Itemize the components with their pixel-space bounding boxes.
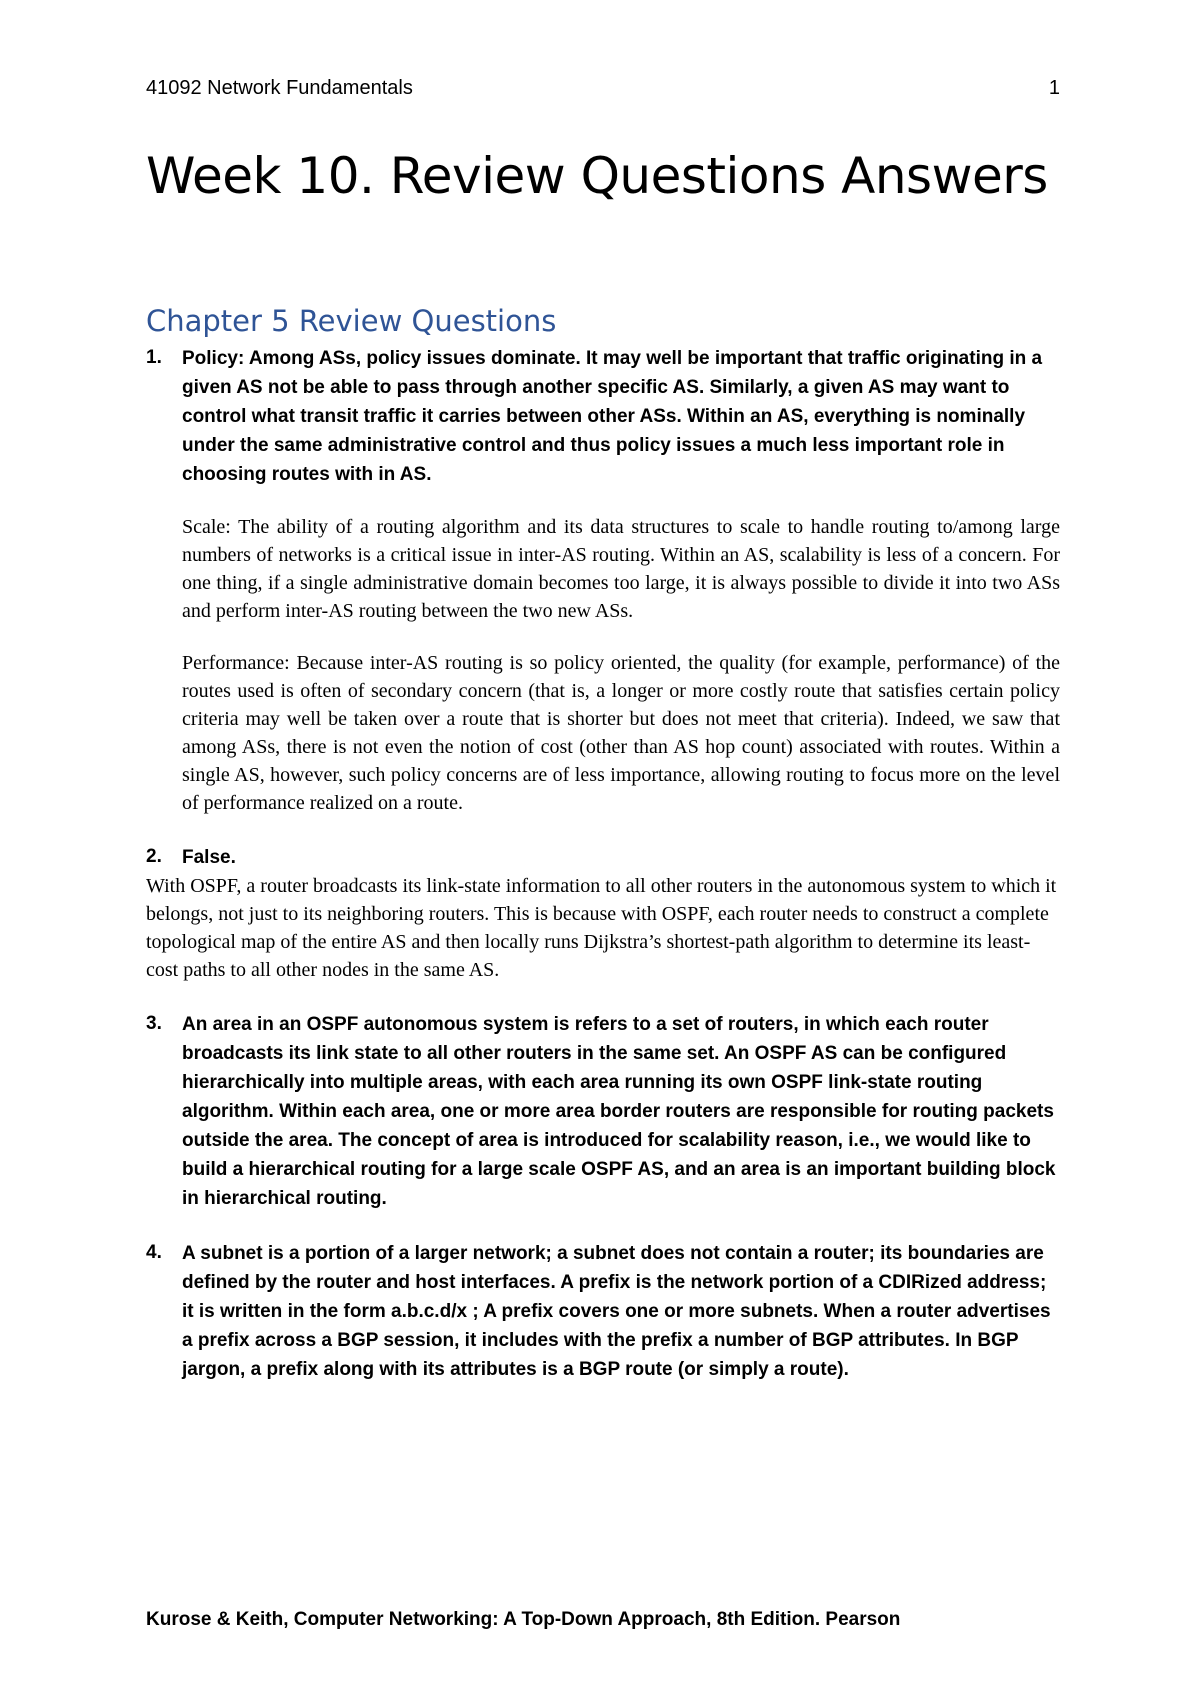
answer-item-3: [146, 1010, 1060, 1213]
answer-number: 1.: [146, 347, 162, 368]
answer-policy-paragraph: Policy: Among ASs, policy issues dominate. It may well be important that traffic originating in a given AS not be able to pass through another specific AS. Similarly, a given AS may want to control what transit traffic it carries between other ASs. Within an AS, everything is nominally under the same administrative control and thus policy issues a much less important role in choosing routes with in AS.: [182, 348, 1043, 485]
answer-item-4: [146, 1239, 1060, 1384]
answer-text: An area in an OSPF autonomous system is refers to a set of routers, in which each router broadcasts its link state to all other routers in the same set. An OSPF AS can be configured hierarchically into multiple areas, with each area running its own OSPF link-state routing algorithm. Within each area, one or more area border routers are responsible for routing packets outside the area. The concept of area is introduced for scalability reason, i.e., we would like to build a hierarchical routing for a large scale OSPF AS, and an area is an important building block in hierarchical routing.: [182, 1014, 1056, 1209]
answer-scale-paragraph: Scale: The ability of a routing algorithm and its data structures to scale to handle routing to/among large numbers of networks is a critical issue in inter-AS routing. Within an AS, scalability is less of a concern. For one thing, if a single administrative domain becomes too large, it is always possible to divide it into two ASs and perform inter-AS routing between the two new ASs.: [182, 516, 1060, 622]
answer-explanation-paragraph: With OSPF, a router broadcasts its link-state information to all other routers in the autonomous system to which it belongs, not just to its neighboring routers. This is because with OSPF, each router needs to construct a complete topological map of the entire AS and then locally runs Dijkstra’s shortest-path algorithm to determine its least-cost paths to all other nodes in the same AS.: [146, 875, 1057, 981]
page-footer: Kurose & Keith, Computer Networking: A Top-Down Approach, 8th Edition. Pearson: [146, 1609, 901, 1630]
document-page: [146, 0, 1060, 1698]
chapter-heading: Chapter 5 Review Questions: [146, 304, 557, 338]
answer-number: 2.: [146, 846, 162, 867]
answer-number: 3.: [146, 1013, 162, 1034]
course-title: 41092 Network Fundamentals: [146, 77, 413, 99]
page-number: 1: [1048, 77, 1060, 99]
document-title: Week 10. Review Questions Answers: [146, 147, 1048, 205]
answer-performance-paragraph: Performance: Because inter-AS routing is so policy oriented, the quality (for example, performance) of the routes used is often of secondary concern (that is, a longer or more costly route that satisfies certain policy criteria may well be taken over a route that is shorter but does not meet that criteria). Indeed, we saw that among ASs, there is not even the notion of cost (other than AS hop count) associated with routes. Within a single AS, however, such policy concerns are of less importance, allowing routing to focus more on the level of performance realized on a route.: [182, 652, 1060, 814]
answer-verdict: False.: [182, 847, 236, 868]
answers-body: [146, 344, 1060, 1384]
answer-number: 4.: [146, 1242, 162, 1263]
answer-text: A subnet is a portion of a larger network; a subnet does not contain a router; its boundaries are defined by the router and host interfaces. A prefix is the network portion of a CDIRized address; it is written in the form a.b.c.d/x ; A prefix covers one or more subnets. When a router advertises a prefix across a BGP session, it includes with the prefix a number of BGP attributes. In BGP jargon, a prefix along with its attributes is a BGP route (or simply a route).: [182, 1243, 1051, 1380]
answer-item-2: [146, 843, 1060, 872]
answer-item-1: [146, 344, 1060, 817]
